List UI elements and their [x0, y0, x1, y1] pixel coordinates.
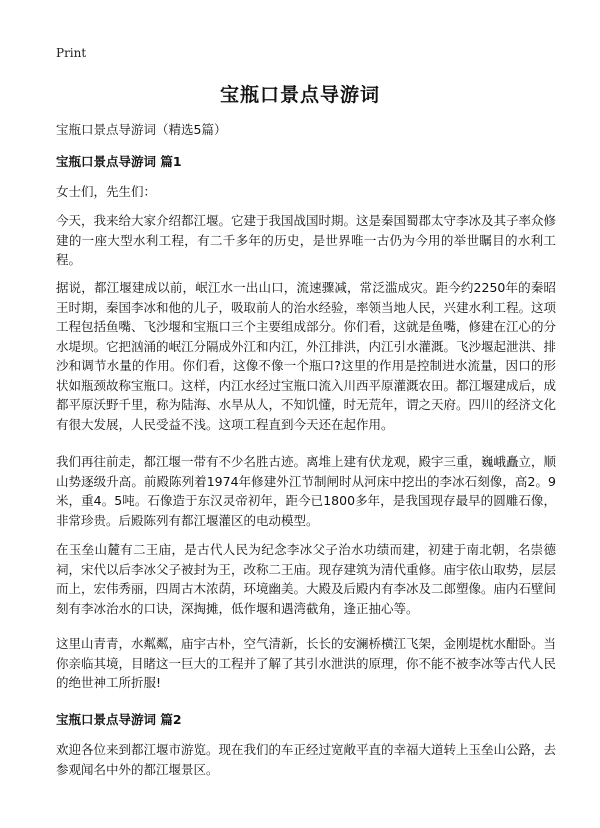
section-1-paragraph-1: 女士们，先生们：: [56, 184, 157, 199]
section-heading-1: 宝瓶口景点导游词 篇1: [56, 154, 182, 169]
section-1-paragraph-4: 我们再往前走，都江堰一带有不少名胜古迹。离堆上建有伏龙观，殿宇三重，巍峨矗立，顺山势逐级升高。前殿陈列着1974年修建外江节制闸时从河床中挖出的李冰石刻像，高2。9米，重4。5吨。石像造于东汉灵帝初年，距今已1800多年，是我国现存最早的圆雕石像，非常珍贵。后殿陈列有都江堰灌区的电动模型。: [56, 454, 557, 528]
page-title: 宝瓶口景点导游词: [219, 84, 380, 106]
section-1-paragraph-3: 据说，都江堰建成以前，岷江水一出山口，流速骤减，常泛滥成灾。距今约2250年的秦昭王时期，秦国李冰和他的儿子，吸取前人的治水经验，率领当地人民，兴建水利工程。这项工程包括鱼嘴、飞沙堰和宝瓶口三个主要组成部分。你们看，这就是鱼嘴，修建在江心的分水堤坝。它把汹涌的岷江分隔成外江和内江，外江排洪，内江引水灌溉。飞沙堰起泄洪、排沙和调节水量的作用。你们看，这像不像一个瓶口?这里的作用是控制进水流量，因口的形状如瓶颈故称宝瓶口。这样，内江水经过宝瓶口流入川西平原灌溉农田。都江堰建成后，成都平原沃野千里，称为陆海、水旱从人，不知饥懂，时无荒年，谓之天府。四川的经济文化有很大发展，人民受益不浅。这项工程直到今天还在起作用。: [56, 280, 557, 432]
section-heading-2: 宝瓶口景点导游词 篇2: [56, 712, 182, 727]
section-1-paragraph-2: 今天，我来给大家介绍都江堰。它建于我国战国时期。这是秦国蜀郡太守李冰及其子率众修建的一座大型水利工程，有二千多年的历史，是世界唯一古仍为今用的举世瞩目的水利工程。: [56, 213, 557, 267]
section-2-paragraph-1: 欢迎各位来到都江堰市游览。现在我们的车正经过宽敞平直的幸福大道转上玉垒山公路，去参观闻名中外的都江堰景区。: [56, 742, 557, 777]
document-subtitle: 宝瓶口景点导游词（精选5篇）: [56, 122, 227, 137]
print-link[interactable]: Print: [56, 46, 87, 60]
section-1-paragraph-6: 这里山青青，水粼粼，庙宇古朴，空气清新，长长的安澜桥横江飞架，金刚堤枕水酣卧。当你亲临其境，目睹这一巨大的工程并了解了其引水泄洪的原理，你不能不被李冰等古代人民的绝世神工所折服!: [56, 636, 557, 690]
section-1-paragraph-5: 在玉垒山麓有二王庙，是古代人民为纪念李冰父子治水功绩而建，初建于南北朝，名崇德祠，宋代以后李冰父子被封为王，改称二王庙。现存建筑为清代重修。庙宇依山取势，层层而上，宏伟秀丽，四周古木浓荫，环境幽美。大殿及后殿内有李冰及二郎塑像。庙内石壁间刻有李冰治水的口诀，深掏摊，低作堰和遇湾截角，逢正抽心等。: [56, 542, 557, 616]
